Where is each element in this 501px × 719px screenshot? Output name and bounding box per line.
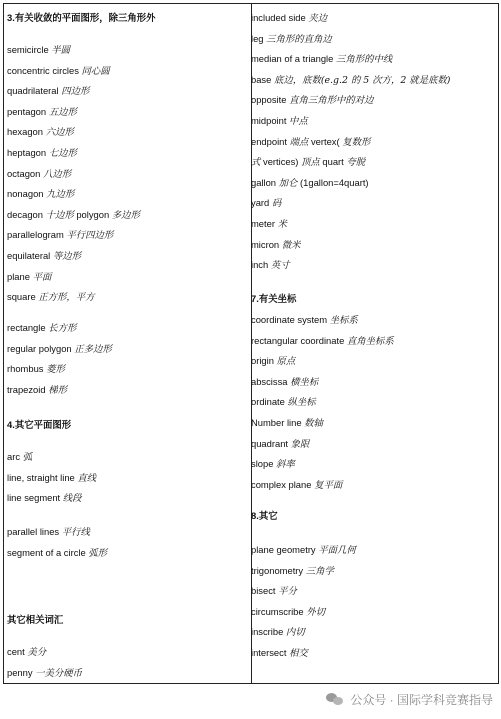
vocab-item bbox=[7, 492, 82, 505]
term-chinese: 平面几何 bbox=[318, 545, 356, 556]
term-english: inch bbox=[251, 259, 269, 271]
term-english: arc bbox=[7, 451, 21, 462]
term-english: hexagon bbox=[7, 126, 43, 138]
vocab-item bbox=[7, 667, 82, 680]
vocab-item bbox=[251, 396, 316, 409]
term-chinese: 梯形 bbox=[48, 384, 67, 396]
term-english: line, straight line bbox=[7, 471, 75, 483]
term-english: nonagon bbox=[7, 188, 44, 200]
vocab-item bbox=[7, 209, 140, 222]
term-chinese: 正多边形 bbox=[74, 343, 112, 355]
term-english: gallon bbox=[251, 176, 277, 188]
term-english: equilateral bbox=[7, 250, 51, 261]
term-chinese: 横坐标 bbox=[290, 376, 319, 388]
vocab-item bbox=[251, 355, 295, 368]
term-chinese: 外切 bbox=[306, 606, 325, 618]
vocab-item bbox=[7, 291, 95, 304]
term-english: decagon bbox=[7, 208, 43, 220]
term-chinese: 同心圆 bbox=[81, 65, 110, 77]
term-english: semicircle bbox=[7, 44, 49, 55]
vocab-item bbox=[7, 271, 51, 284]
watermark-text: 公众号 · 国际学科竞赛指导 bbox=[350, 692, 493, 707]
term-chinese: 象限 bbox=[290, 438, 310, 450]
vocab-item bbox=[7, 106, 77, 119]
term-english: origin bbox=[251, 355, 274, 367]
vocab-item bbox=[251, 218, 287, 231]
term-chinese: 美分 bbox=[27, 647, 47, 658]
term-english: endpoint bbox=[251, 135, 287, 147]
term-english: segment of a circle bbox=[7, 546, 86, 558]
vocab-item bbox=[251, 335, 394, 348]
term-english: circumscribe bbox=[251, 605, 304, 617]
term-english: quadrant bbox=[251, 437, 289, 449]
vocab-item bbox=[7, 85, 89, 98]
vocab-item bbox=[251, 647, 308, 660]
term-chinese: 线段 bbox=[62, 493, 82, 505]
term-chinese: 四边形 bbox=[61, 86, 90, 98]
term-english: octagon bbox=[7, 167, 41, 179]
vocab-item bbox=[7, 65, 110, 78]
term-chinese: 三角形的直角边 bbox=[266, 33, 332, 45]
term-english: base bbox=[251, 73, 272, 85]
term-english: inscribe bbox=[251, 626, 284, 638]
term-english: included side bbox=[251, 12, 306, 23]
term-chinese: 七边形 bbox=[48, 148, 77, 159]
term-chinese: 平行线 bbox=[61, 527, 90, 538]
term-chinese: 菱形 bbox=[46, 364, 65, 376]
term-english: plane geometry bbox=[251, 544, 316, 555]
term-chinese: 多边形 bbox=[111, 209, 140, 221]
vocab-item bbox=[7, 250, 81, 263]
vocab-item bbox=[7, 126, 74, 139]
term-chinese: 内切 bbox=[285, 627, 305, 639]
vocab-item bbox=[7, 229, 113, 242]
vocab-item bbox=[251, 458, 295, 471]
term-english: micron bbox=[251, 238, 280, 250]
term-chinese: 半圆 bbox=[51, 45, 71, 56]
term-english: rectangular coordinate bbox=[251, 334, 345, 346]
term-chinese: 相交 bbox=[289, 648, 308, 659]
term-chinese: 复平面 bbox=[314, 479, 343, 491]
vocab-item bbox=[251, 12, 327, 25]
vocab-item bbox=[251, 136, 370, 149]
term-chinese: 复数形 bbox=[342, 136, 371, 148]
section-heading-4: 4.其它平面图形 bbox=[7, 419, 72, 430]
term-english: parallel lines bbox=[7, 526, 60, 537]
vocab-item bbox=[251, 33, 332, 46]
vocab-item bbox=[251, 565, 334, 578]
term-english: polygon bbox=[76, 208, 110, 220]
term-chinese: 底边，底数(e.g.2 的 5 次方，2 就是底数) bbox=[273, 74, 451, 86]
vocab-item bbox=[7, 44, 70, 57]
vocab-item bbox=[7, 168, 71, 181]
term-chinese: 直角三角形中的对边 bbox=[289, 95, 374, 107]
term-chinese: 五边形 bbox=[48, 106, 77, 118]
term-chinese: 长方形 bbox=[48, 323, 77, 334]
term-english: midpoint bbox=[251, 115, 287, 126]
term-chinese: 直线 bbox=[77, 472, 97, 484]
term-chinese: 平分 bbox=[278, 586, 297, 598]
watermark bbox=[326, 688, 493, 710]
term-chinese: 六边形 bbox=[45, 127, 74, 139]
term-english: opposite bbox=[251, 94, 287, 106]
vocab-item bbox=[7, 322, 76, 335]
vocab-item bbox=[7, 363, 65, 376]
vocab-item bbox=[7, 188, 74, 201]
vocab-item bbox=[7, 472, 96, 485]
vocab-item bbox=[251, 479, 342, 492]
term-chinese: 弧形 bbox=[88, 547, 108, 559]
vocab-item bbox=[251, 585, 297, 598]
section-heading-3: 3.有关收敛的平面图形，除三角形外 bbox=[7, 12, 156, 23]
term-chinese: 原点 bbox=[276, 356, 296, 368]
vocab-item bbox=[251, 74, 450, 87]
term-chinese: 米 bbox=[277, 219, 287, 230]
term-chinese: 一美分硬币 bbox=[35, 667, 83, 679]
term-english: heptagon bbox=[7, 147, 47, 158]
vocab-item bbox=[251, 626, 305, 639]
term-chinese: 十边形 bbox=[45, 209, 74, 221]
term-english: coordinate system bbox=[251, 314, 328, 325]
term-english: Number line bbox=[251, 417, 302, 428]
term-english: quart bbox=[322, 156, 344, 168]
vocab-item bbox=[251, 177, 369, 190]
term-chinese: 平面 bbox=[32, 271, 52, 283]
vocab-item bbox=[251, 606, 325, 619]
term-english: square bbox=[7, 291, 36, 303]
vocab-item bbox=[251, 53, 392, 66]
vocab-item bbox=[251, 197, 281, 210]
term-chinese: 码 bbox=[271, 198, 282, 210]
vocab-item bbox=[7, 526, 90, 539]
term-english: rectangle bbox=[7, 322, 46, 333]
vocab-item bbox=[251, 239, 301, 252]
term-english: leg bbox=[251, 32, 264, 44]
term-english: cent bbox=[7, 646, 25, 657]
term-chinese: 三角学 bbox=[305, 565, 334, 577]
term-chinese: 微米 bbox=[281, 239, 301, 251]
term-chinese: 斜率 bbox=[276, 459, 295, 471]
term-chinese: 八边形 bbox=[42, 168, 72, 180]
vocab-item bbox=[251, 115, 308, 128]
term-chinese: 英寸 bbox=[270, 260, 290, 272]
term-chinese: 等边形 bbox=[52, 251, 82, 262]
term-chinese: 三角形的中线 bbox=[335, 54, 393, 66]
vocab-item bbox=[7, 343, 112, 356]
vocab-item bbox=[251, 314, 358, 327]
vocab-item bbox=[251, 259, 290, 272]
term-english: abscissa bbox=[251, 375, 288, 387]
term-english: regular polygon bbox=[7, 342, 72, 354]
term-english: pentagon bbox=[7, 105, 47, 117]
term-chinese: 数轴 bbox=[304, 418, 323, 429]
term-chinese: 顶点 bbox=[301, 157, 320, 169]
term-english: meter bbox=[251, 218, 275, 229]
term-chinese: 正方形，平方 bbox=[38, 292, 95, 304]
term-chinese: 中点 bbox=[289, 116, 308, 127]
section-heading-other: 其它相关词汇 bbox=[7, 614, 64, 625]
term-english: median of a triangle bbox=[251, 53, 334, 65]
term-english: parallelogram bbox=[7, 229, 64, 241]
vocab-item bbox=[7, 384, 67, 397]
term-chinese: 夹边 bbox=[308, 13, 328, 24]
term-chinese: 端点 bbox=[289, 136, 309, 148]
term-english: (1gallon=4quart) bbox=[300, 176, 369, 188]
term-chinese: 九边形 bbox=[46, 189, 75, 201]
term-english: line segment bbox=[7, 492, 61, 504]
term-english: slope bbox=[251, 458, 274, 470]
term-english: rhombus bbox=[7, 363, 44, 375]
section-heading-7: 7.有关坐标 bbox=[251, 293, 297, 304]
term-chinese: 纵坐标 bbox=[287, 397, 316, 409]
vocab-item bbox=[251, 94, 373, 107]
term-english: yard bbox=[251, 197, 270, 209]
term-english: trapezoid bbox=[7, 383, 46, 395]
vocab-item bbox=[7, 547, 107, 560]
term-chinese: 加仑 bbox=[278, 177, 298, 189]
term-english: ordinate bbox=[251, 396, 285, 408]
term-chinese: 坐标系 bbox=[329, 315, 358, 326]
term-chinese: 平行四边形 bbox=[66, 230, 114, 242]
term-english: complex plane bbox=[251, 478, 312, 490]
term-english: plane bbox=[7, 270, 30, 282]
term-english: concentric circles bbox=[7, 64, 79, 76]
vocab-item bbox=[7, 451, 32, 464]
term-english: vertex( bbox=[310, 135, 340, 147]
vocab-item bbox=[251, 544, 356, 557]
vocab-item bbox=[7, 646, 46, 659]
term-english: bisect bbox=[251, 585, 276, 597]
term-chinese: 直角坐标系 bbox=[346, 335, 394, 347]
wechat-icon bbox=[326, 692, 344, 706]
term-english: intersect bbox=[251, 647, 287, 658]
term-english: penny bbox=[7, 666, 33, 678]
section-heading-8: 8.其它 bbox=[251, 510, 278, 521]
term-english: trigonometry bbox=[251, 564, 304, 576]
term-english: quadrilateral bbox=[7, 85, 59, 97]
vocab-item bbox=[251, 376, 318, 389]
term-chinese: 夸脱 bbox=[346, 157, 366, 169]
vocab-item bbox=[251, 417, 323, 430]
vocab-item bbox=[7, 147, 77, 160]
term-chinese: 弧 bbox=[22, 452, 33, 463]
term-english: vertices) bbox=[263, 156, 299, 168]
term-chinese: 式 bbox=[251, 157, 261, 169]
vocab-item bbox=[251, 156, 365, 169]
vocab-item bbox=[251, 438, 309, 451]
